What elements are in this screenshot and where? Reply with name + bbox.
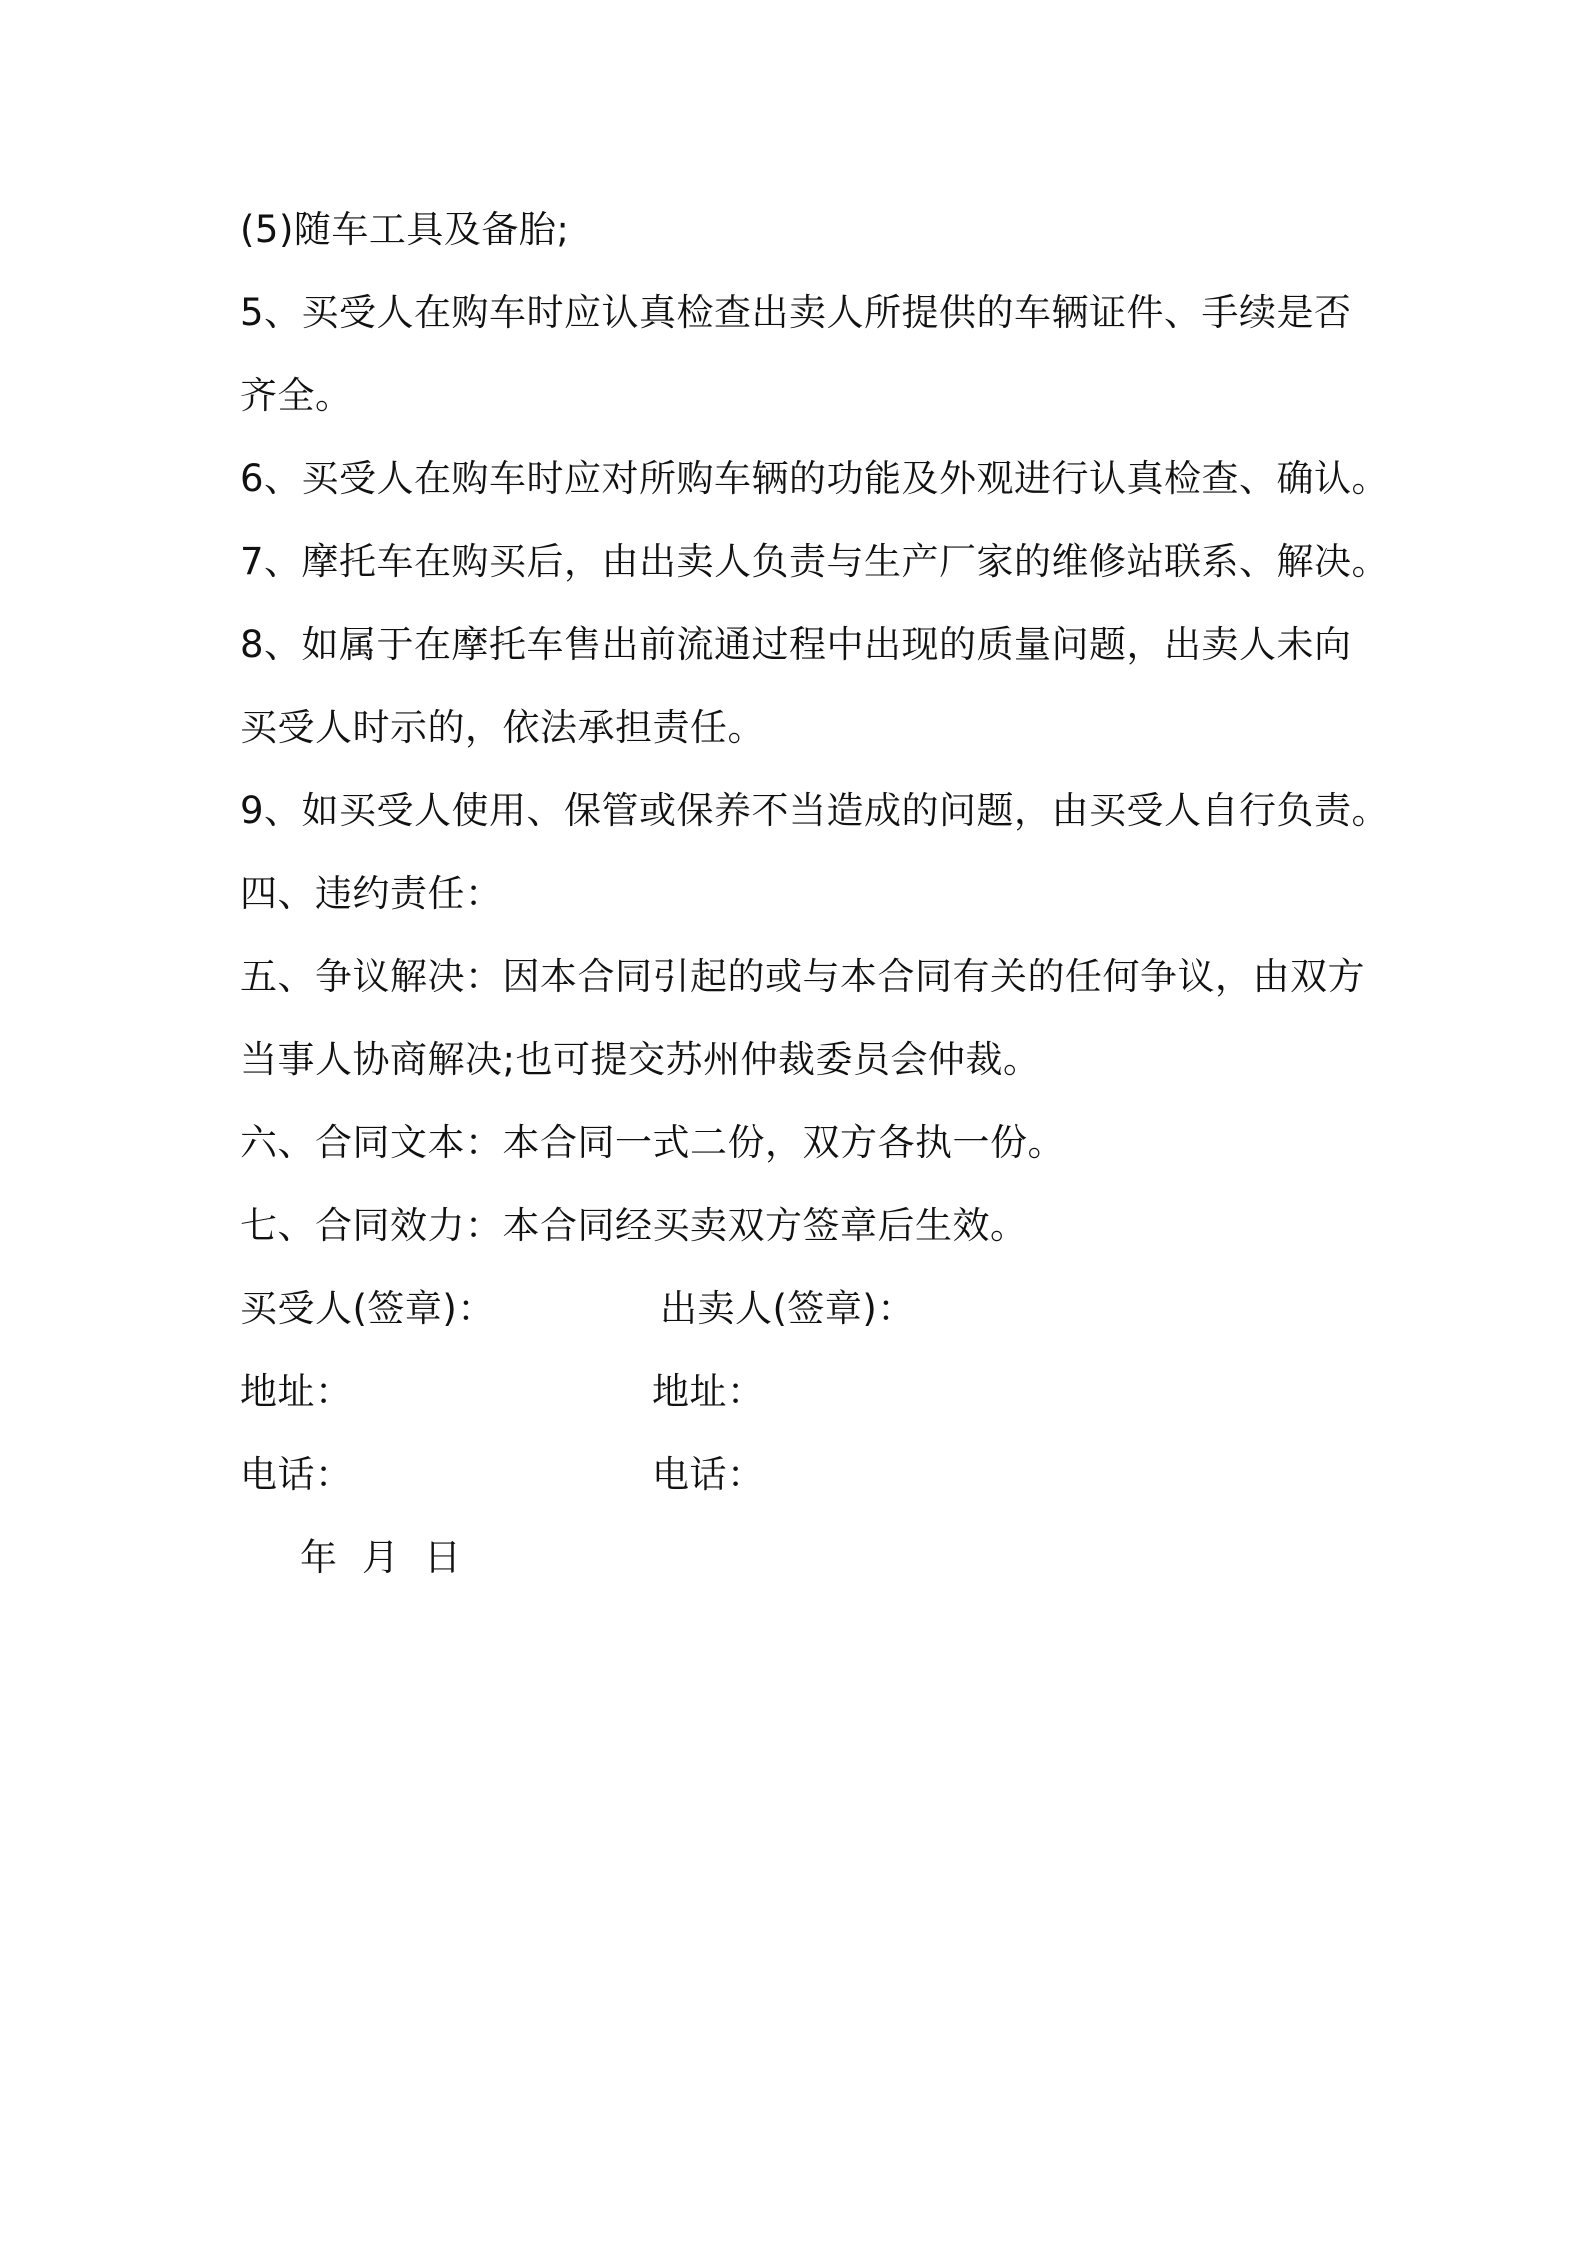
section-5-dispute-line-2: 当事人协商解决;也可提交苏州仲裁委员会仲裁。 — [240, 1038, 1041, 1081]
section-7-effect: 七、合同效力：本合同经买卖双方签章后生效。 — [240, 1204, 1028, 1247]
date-line: 年 月 日 — [300, 1536, 462, 1579]
section-5-dispute-line-1: 五、争议解决：因本合同引起的或与本合同有关的任何争议，由双方 — [240, 955, 1365, 998]
buyer-address-label: 地址： — [240, 1370, 353, 1413]
clause-8-line-1: 8、如属于在摩托车售出前流通过程中出现的质量问题，出卖人未向 — [240, 623, 1352, 666]
clause-8-line-2: 买受人时示的，依法承担责任。 — [240, 706, 765, 749]
signature-row — [240, 1285, 1380, 1333]
buyer-phone-label: 电话： — [240, 1453, 353, 1496]
seller-phone-label: 电话： — [652, 1453, 765, 1496]
buyer-signature-label: 买受人(签章)： — [240, 1287, 495, 1330]
clause-6: 6、买受人在购车时应对所购车辆的功能及外观进行认真检查、确认。 — [240, 457, 1390, 500]
section-6-text: 六、合同文本：本合同一式二份，双方各执一份。 — [240, 1121, 1065, 1164]
section-4-liability: 四、违约责任： — [240, 872, 503, 915]
clause-7: 7、摩托车在购买后，由出卖人负责与生产厂家的维修站联系、解决。 — [240, 540, 1390, 583]
clause-9: 9、如买受人使用、保管或保养不当造成的问题，由买受人自行负责。 — [240, 789, 1390, 832]
clause-5-line-2: 齐全。 — [240, 374, 353, 417]
clause-5-line-1: 5、买受人在购车时应认真检查出卖人所提供的车辆证件、手续是否 — [240, 291, 1352, 334]
phone-row — [240, 1451, 1380, 1499]
address-row — [240, 1368, 1380, 1416]
clause-line-tools: (5)随车工具及备胎; — [240, 208, 570, 251]
seller-signature-label: 出卖人(签章)： — [660, 1287, 915, 1330]
seller-address-label: 地址： — [652, 1370, 765, 1413]
